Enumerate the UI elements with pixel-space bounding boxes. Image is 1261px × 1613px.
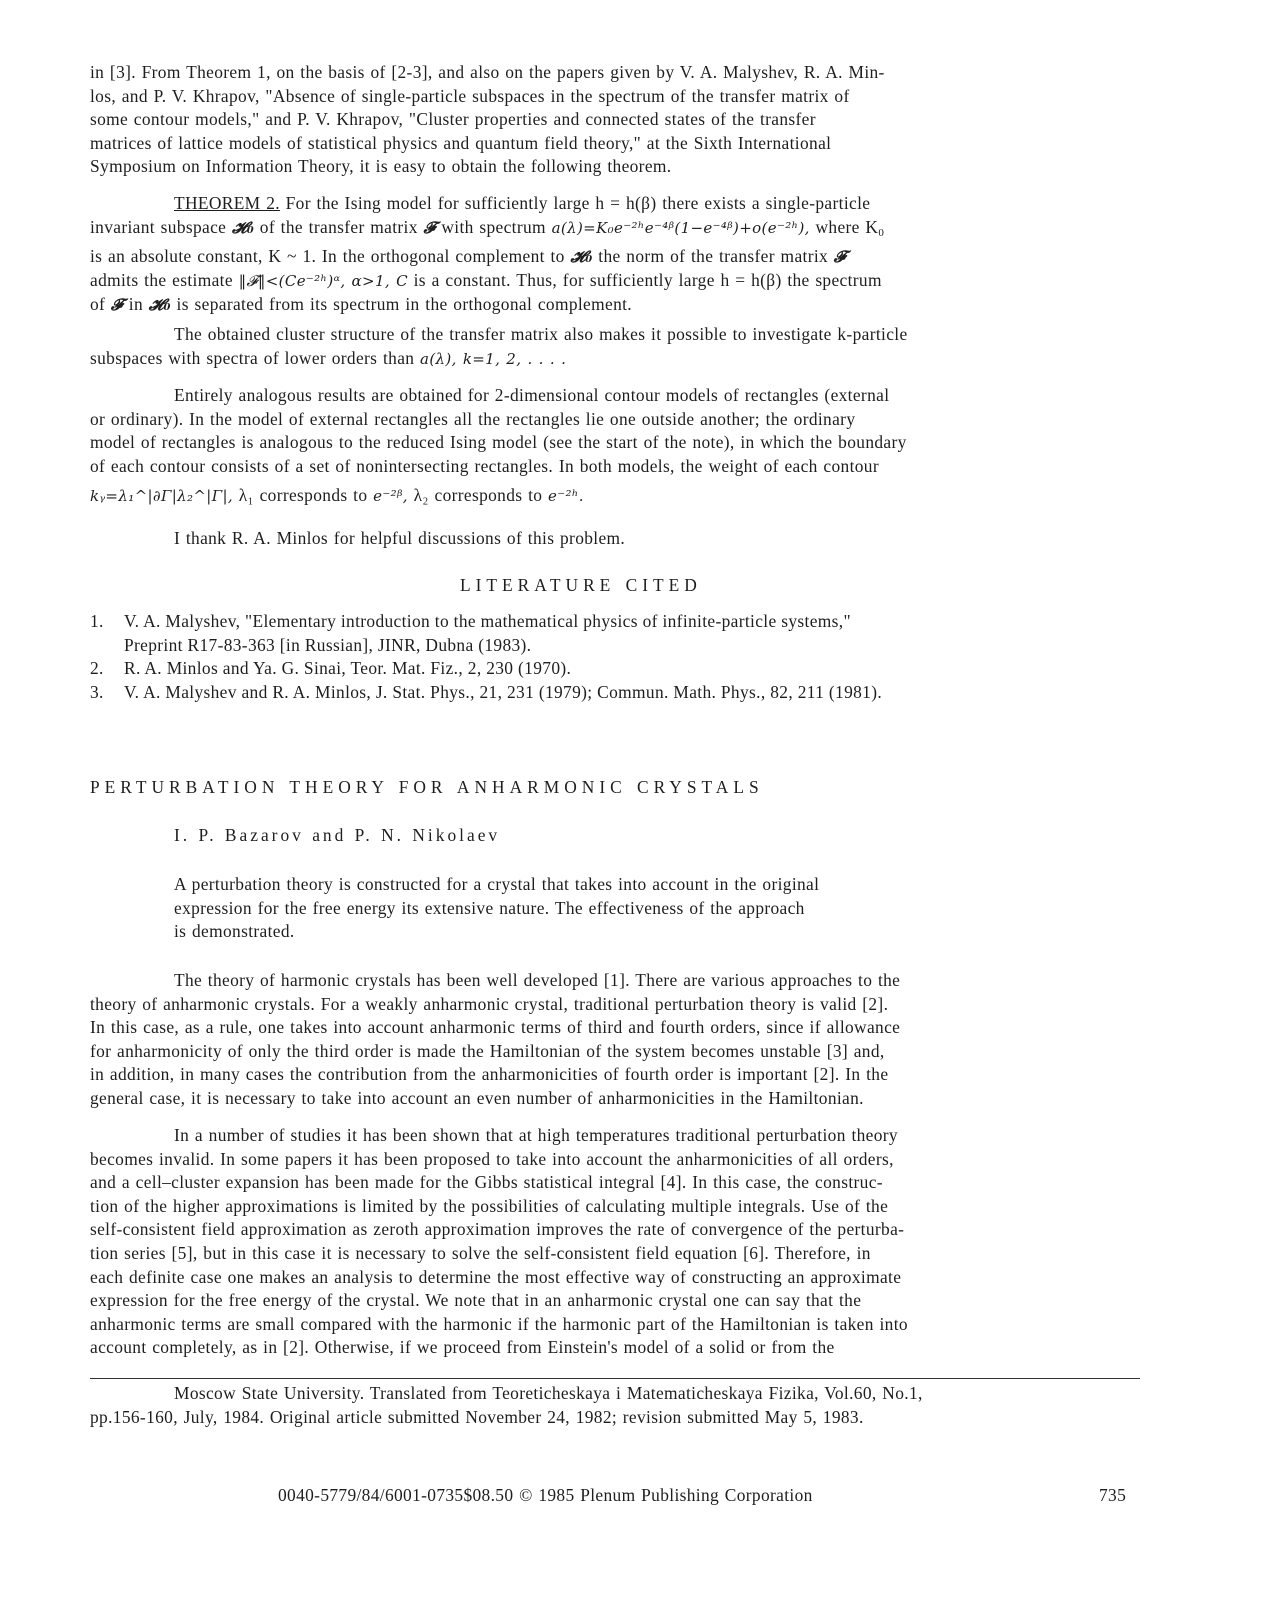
theorem-text: is an absolute constant, K ~ 1. In the orthogonal complement to bbox=[90, 246, 565, 267]
publication-code-text: 0040-5779/84/6001-0735$08.50 © 1985 Plenum Publishing Corporation bbox=[278, 1485, 813, 1505]
reference-item bbox=[90, 681, 1150, 705]
literature-heading bbox=[460, 574, 860, 598]
reference-number: 1. bbox=[90, 611, 104, 631]
subspace-symbol: 𝓗₀ bbox=[148, 295, 171, 315]
text-line: los, and P. V. Khrapov, "Absence of single-particle subspaces in the spectrum of the transfer matrix of bbox=[90, 85, 850, 106]
text-line: account completely, as in [2]. Otherwise, if we proceed from Einstein's model of a solid or from the bbox=[90, 1337, 835, 1358]
inline-formula: e⁻²ᵝ, bbox=[373, 487, 408, 506]
rectangles-paragraph bbox=[90, 384, 1120, 509]
subspace-symbol: 𝓗₀ bbox=[570, 247, 593, 267]
theorem-text: the norm of the transfer matrix bbox=[598, 246, 829, 267]
text-fragment: λ₁ corresponds to bbox=[238, 485, 368, 506]
transfer-matrix-symbol: 𝓕 bbox=[423, 217, 436, 237]
text-line: model of rectangles is analogous to the reduced Ising model (see the start of the note), in which the boundary bbox=[90, 432, 907, 453]
reference-item bbox=[90, 610, 1150, 657]
theorem-text: is a constant. Thus, for sufficiently large h = h(β) the spectrum bbox=[413, 269, 882, 290]
cluster-paragraph bbox=[90, 323, 1120, 371]
text-line: becomes invalid. In some papers it has been proposed to take into account the anharmonicities of all orders, bbox=[90, 1148, 894, 1169]
theorem-line bbox=[90, 216, 1120, 246]
text-line: Symposium on Information Theory, it is easy to obtain the following theorem. bbox=[90, 156, 672, 177]
theorem-2 bbox=[90, 192, 1120, 317]
text-line: The theory of harmonic crystals has been well developed [1]. There are various approaches to the bbox=[174, 970, 901, 990]
text-line: in [3]. From Theorem 1, on the basis of [2-3], and also on the papers given by V. A. Malyshev, R. A. Min- bbox=[90, 62, 885, 82]
reference-list bbox=[90, 610, 1150, 704]
text-line: expression for the free energy its extensive nature. The effectiveness of the approach bbox=[174, 897, 805, 918]
continuation-paragraph bbox=[90, 61, 1120, 179]
text-line: tion of the higher approximations is limited by the possibilities of calculating multiple integrals. Use of the bbox=[90, 1195, 889, 1216]
text-line: in addition, in many cases the contribution from the anharmonicities of fourth order is important [2]. In the bbox=[90, 1064, 889, 1085]
reference-text bbox=[124, 610, 851, 657]
abstract bbox=[174, 873, 1004, 944]
page-number-text: 735 bbox=[1099, 1485, 1127, 1505]
text-line: Preprint R17-83-363 [in Russian], JINR, Dubna (1983). bbox=[124, 634, 532, 655]
theorem-text: where K bbox=[815, 216, 879, 237]
text-line: is demonstrated. bbox=[174, 921, 295, 942]
theorem-line bbox=[90, 269, 1120, 294]
text-line: expression for the free energy of the crystal. We note that in an anharmonic crystal one can say that the bbox=[90, 1290, 862, 1311]
text-line: each definite case one makes an analysis to determine the most effective way of constructing an approximate bbox=[90, 1266, 902, 1287]
text-line: and a cell–cluster expansion has been made for the Gibbs statistical integral [4]. In this case, the construc- bbox=[90, 1172, 883, 1193]
theorem-line bbox=[90, 245, 1120, 269]
inline-formula: e⁻²ʰ. bbox=[548, 487, 584, 506]
text-line bbox=[90, 347, 1120, 372]
body-paragraph-2 bbox=[90, 1124, 1130, 1360]
acknowledgement bbox=[174, 527, 1074, 551]
authors-text: I. P. Bazarov and P. N. Nikolaev bbox=[174, 825, 501, 845]
text-line: tion series [5], but in this case it is necessary to solve the self-consistent field equation [6]. Therefore, in bbox=[90, 1242, 871, 1263]
text-line: In a number of studies it has been shown that at high temperatures traditional perturbation theory bbox=[174, 1125, 898, 1145]
theorem-line bbox=[90, 192, 1120, 216]
reference-text: R. A. Minlos and Ya. G. Sinai, Teor. Mat. Fiz., 2, 230 (1970). bbox=[124, 658, 572, 679]
transfer-matrix-symbol: 𝓕 bbox=[110, 295, 124, 315]
text-line: Entirely analogous results are obtained for 2-dimensional contour models of rectangles (external bbox=[174, 385, 890, 405]
reference-text: V. A. Malyshev and R. A. Minlos, J. Stat. Phys., 21, 231 (1979); Commun. Math. Phys., 82, 211 (1981). bbox=[124, 681, 883, 702]
article-authors bbox=[174, 824, 874, 848]
weight-formula: kᵧ=λ₁^|∂Γ|λ₂^|Γ|, bbox=[90, 487, 233, 506]
theorem-text: For the Ising model for sufficiently large h = h(β) there exists a single-particle bbox=[285, 193, 871, 213]
reference-number: 2. bbox=[90, 658, 104, 679]
theorem-text: of bbox=[90, 294, 106, 315]
reference-number: 3. bbox=[90, 681, 104, 702]
text-line: In this case, as a rule, one takes into account anharmonic terms of third and fourth orders, since if allowance bbox=[90, 1017, 901, 1038]
theorem-text: is separated from its spectrum in the orthogonal complement. bbox=[176, 294, 632, 315]
text-line: self-consistent field approximation as zeroth approximation improves the rate of convergence of the perturba- bbox=[90, 1219, 905, 1240]
text-fragment: subspaces with spectra of lower orders than bbox=[90, 347, 415, 368]
text-line: theory of anharmonic crystals. For a weakly anharmonic crystal, traditional perturbation theory is valid [2]. bbox=[90, 993, 889, 1014]
text-line: for anharmonicity of only the third order is made the Hamiltonian of the system becomes unstable [3] and, bbox=[90, 1040, 885, 1061]
literature-heading-text: LITERATURE CITED bbox=[460, 575, 702, 595]
text-line: V. A. Malyshev, "Elementary introduction to the mathematical physics of infinite-particle systems," bbox=[124, 611, 851, 631]
body-paragraph-1 bbox=[90, 969, 1130, 1111]
text-line: some contour models," and P. V. Khrapov, "Cluster properties and connected states of the transfer bbox=[90, 109, 816, 130]
text-line: anharmonic terms are small compared with the harmonic if the harmonic part of the Hamiltonian is taken into bbox=[90, 1313, 908, 1334]
spectrum-formula: a(λ)=K₀e⁻²ʰe⁻⁴ᵝ(1−e⁻⁴ᵝ)+o(e⁻²ʰ), bbox=[551, 218, 810, 237]
transfer-matrix-symbol: 𝓕 bbox=[833, 247, 846, 267]
text-fragment: λ₂ corresponds to bbox=[413, 485, 543, 506]
acknowledgement-text: I thank R. A. Minlos for helpful discussions of this problem. bbox=[174, 528, 626, 548]
text-line: The obtained cluster structure of the transfer matrix also makes it possible to investigate k-particle bbox=[174, 324, 908, 344]
page-number bbox=[1099, 1484, 1159, 1508]
subscript: 0 bbox=[878, 226, 885, 239]
publication-code bbox=[278, 1484, 998, 1508]
theorem-text: admits the estimate bbox=[90, 269, 233, 290]
article-title bbox=[90, 776, 990, 800]
theorem-label: THEOREM 2. bbox=[174, 193, 280, 213]
text-line: general case, it is necessary to take into account an even number of anharmonicities in the Hamiltonian. bbox=[90, 1087, 864, 1108]
text-line: or ordinary). In the model of external rectangles all the rectangles lie one outside another; the ordinary bbox=[90, 408, 856, 429]
reference-item bbox=[90, 657, 1150, 681]
text-line: Moscow State University. Translated from Teoreticheskaya i Matematicheskaya Fizika, Vol.60, No.1, bbox=[174, 1383, 923, 1403]
inline-formula: a(λ), k=1, 2, . . . . bbox=[420, 349, 567, 368]
footnote-divider bbox=[90, 1378, 1140, 1379]
theorem-text: invariant subspace bbox=[90, 216, 227, 237]
text-line: of each contour consists of a set of nonintersecting rectangles. In both models, the weight of each contour bbox=[90, 455, 879, 476]
text-line: matrices of lattice models of statistical physics and quantum field theory," at the Sixth International bbox=[90, 132, 832, 153]
text-line bbox=[90, 484, 1120, 509]
text-line: pp.156-160, July, 1984. Original article submitted November 24, 1982; revision submitted May 5, 1983. bbox=[90, 1406, 864, 1427]
theorem-text: with spectrum bbox=[441, 216, 546, 237]
theorem-line bbox=[90, 293, 1120, 317]
theorem-text: in bbox=[128, 294, 143, 315]
footnote bbox=[90, 1382, 1150, 1429]
subspace-symbol: 𝓗₀ bbox=[231, 217, 255, 237]
article-title-text: PERTURBATION THEORY FOR ANHARMONIC CRYSTALS bbox=[90, 777, 764, 797]
text-line: A perturbation theory is constructed for a crystal that takes into account in the original bbox=[174, 874, 820, 894]
theorem-text: of the transfer matrix bbox=[259, 216, 418, 237]
norm-estimate-formula: ‖𝓕‖<(Ce⁻²ʰ)ᵅ, α>1, C bbox=[238, 271, 408, 290]
